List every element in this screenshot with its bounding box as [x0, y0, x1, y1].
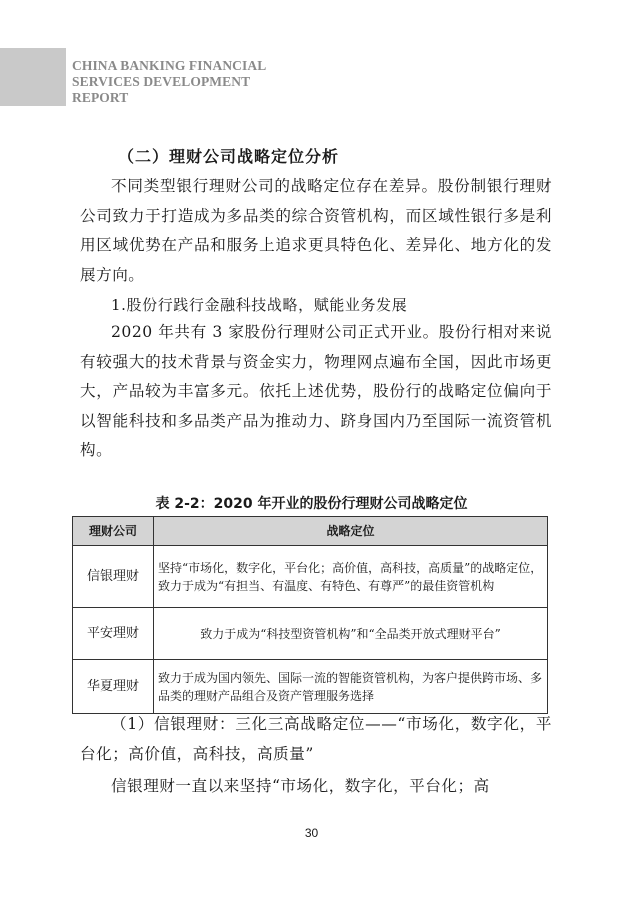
table-header-row — [73, 517, 548, 546]
company-cell: 平安理财 — [73, 608, 154, 660]
paragraph-2: 2020 年共有 3 家股份行理财公司正式开业。股份行相对来说有较强大的技术背景与资金实力，物理网点遍布全国，因此市场更大，产品较为丰富多元。依托上述优势，股份行的战略定位偏向于以智能科技和多品类产品为推动力、跻身国内乃至国际一流资管机构。 — [80, 323, 552, 459]
section-heading: （二）理财公司战略定位分析 — [118, 147, 340, 166]
table-caption: 表 2-2：2020 年开业的股份行理财公司战略定位 — [155, 496, 468, 512]
header-line-3: REPORT — [72, 90, 129, 105]
company-cell: 华夏理财 — [73, 660, 154, 714]
header-line-2: SERVICES DEVELOPMENT — [72, 74, 251, 89]
header-positioning: 战略定位 — [154, 517, 548, 546]
paragraph-1: 不同类型银行理财公司的战略定位存在差异。股份制银行理财公司致力于打造成为多品类的综合资管机构，而区域性银行多是利用区域优势在产品和服务上追求更具特色化、差异化、地方化的发展方向。 — [80, 177, 552, 284]
running-header — [72, 58, 332, 106]
paragraph-3: （1）信银理财：三化三高战略定位——“市场化，数字化，平台化；高价值，高科技，高质量” — [80, 715, 552, 763]
positioning-cell: 坚持“市场化，数字化，平台化；高价值，高科技，高质量”的战略定位，致力于成为“有担当、有温度、有特色、有尊严”的最佳资管机构 — [154, 546, 548, 608]
header-company: 理财公司 — [73, 517, 154, 546]
table-row — [73, 608, 548, 660]
positioning-cell: 致力于成为国内领先、国际一流的智能资管机构，为客户提供跨市场、多品类的理财产品组合及资产管理服务选择 — [154, 660, 548, 714]
subheading-1: 1.股份行践行金融科技战略，赋能业务发展 — [111, 296, 408, 314]
strategy-table — [72, 516, 548, 714]
page-number: 30 — [304, 826, 319, 840]
header-line-1: CHINA BANKING FINANCIAL — [72, 58, 267, 73]
company-cell: 信银理财 — [73, 546, 154, 608]
header-gray-block — [0, 48, 66, 106]
table-row — [73, 660, 548, 714]
paragraph-4: 信银理财一直以来坚持“市场化，数字化，平台化；高 — [111, 777, 490, 795]
positioning-cell: 致力于成为“科技型资管机构”和“全品类开放式理财平台” — [154, 608, 548, 660]
table-row — [73, 546, 548, 608]
